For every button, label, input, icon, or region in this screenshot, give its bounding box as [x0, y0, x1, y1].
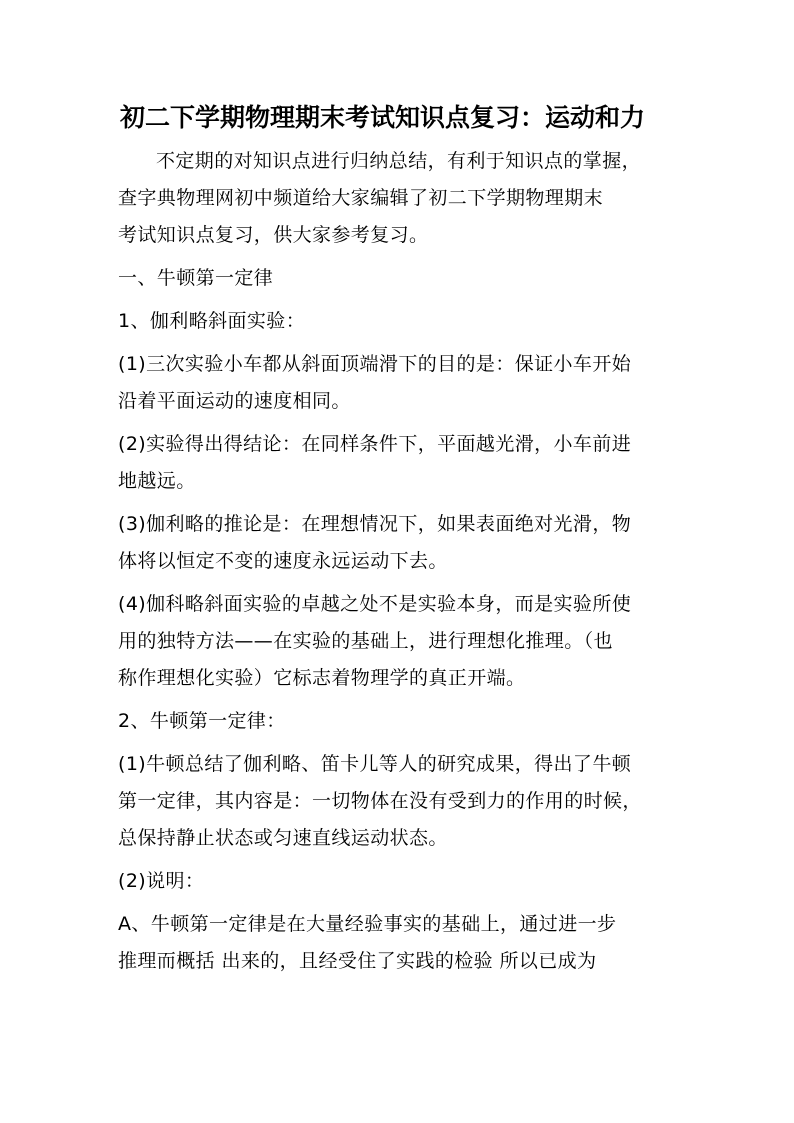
item-line: 称作理想化实验）它标志着物理学的真正开端。: [118, 667, 526, 689]
item-line: (2)说明：: [118, 870, 205, 892]
section-heading: 一、牛顿第一定律: [118, 267, 274, 289]
item-line: 地越远。: [118, 470, 196, 492]
point-line: A、牛顿第一定律是在大量经验事实的基础上，通过进一步: [118, 913, 617, 935]
subsection-heading: 2、牛顿第一定律：: [118, 710, 286, 732]
intro-line: 查字典物理网初中频道给大家编辑了初二下学期物理期末: [118, 187, 604, 209]
document-body: [118, 143, 688, 980]
item-line: 总保持静止状态或匀速直线运动状态。: [118, 827, 448, 849]
document-title: 初二下学期物理期末考试知识点复习：运动和力: [120, 103, 646, 132]
point-line: 推理而概括 出来的，且经受住了实践的检验 所以已成为: [118, 950, 597, 972]
intro-line: 考试知识点复习，供大家参考复习。: [118, 224, 429, 246]
item-line: (4)伽科略斜面实验的卓越之处不是实验本身，而是实验所使: [118, 593, 632, 615]
intro-line: 不定期的对知识点进行归纳总结，有利于知识点的掌握，: [156, 150, 642, 172]
item-line: (1)三次实验小车都从斜面顶端滑下的目的是：保证小车开始: [118, 353, 632, 375]
item-line: (1)牛顿总结了伽利略、笛卡儿等人的研究成果，得出了牛顿: [118, 753, 632, 775]
item-line: 沿着平面运动的速度相同。: [118, 390, 351, 412]
item-line: 第一定律，其内容是：一切物体在没有受到力的作用的时候，: [118, 790, 642, 812]
item-line: (3)伽利略的推论是：在理想情况下，如果表面绝对光滑，物: [118, 513, 632, 535]
subsection-heading: 1、伽利略斜面实验：: [118, 310, 306, 332]
item-line: 体将以恒定不变的速度永远运动下去。: [118, 550, 448, 572]
item-line: 用的独特方法——在实验的基础上，进行理想化推理。（也: [118, 630, 613, 652]
item-line: (2)实验得出得结论：在同样条件下，平面越光滑，小车前进: [118, 433, 632, 455]
